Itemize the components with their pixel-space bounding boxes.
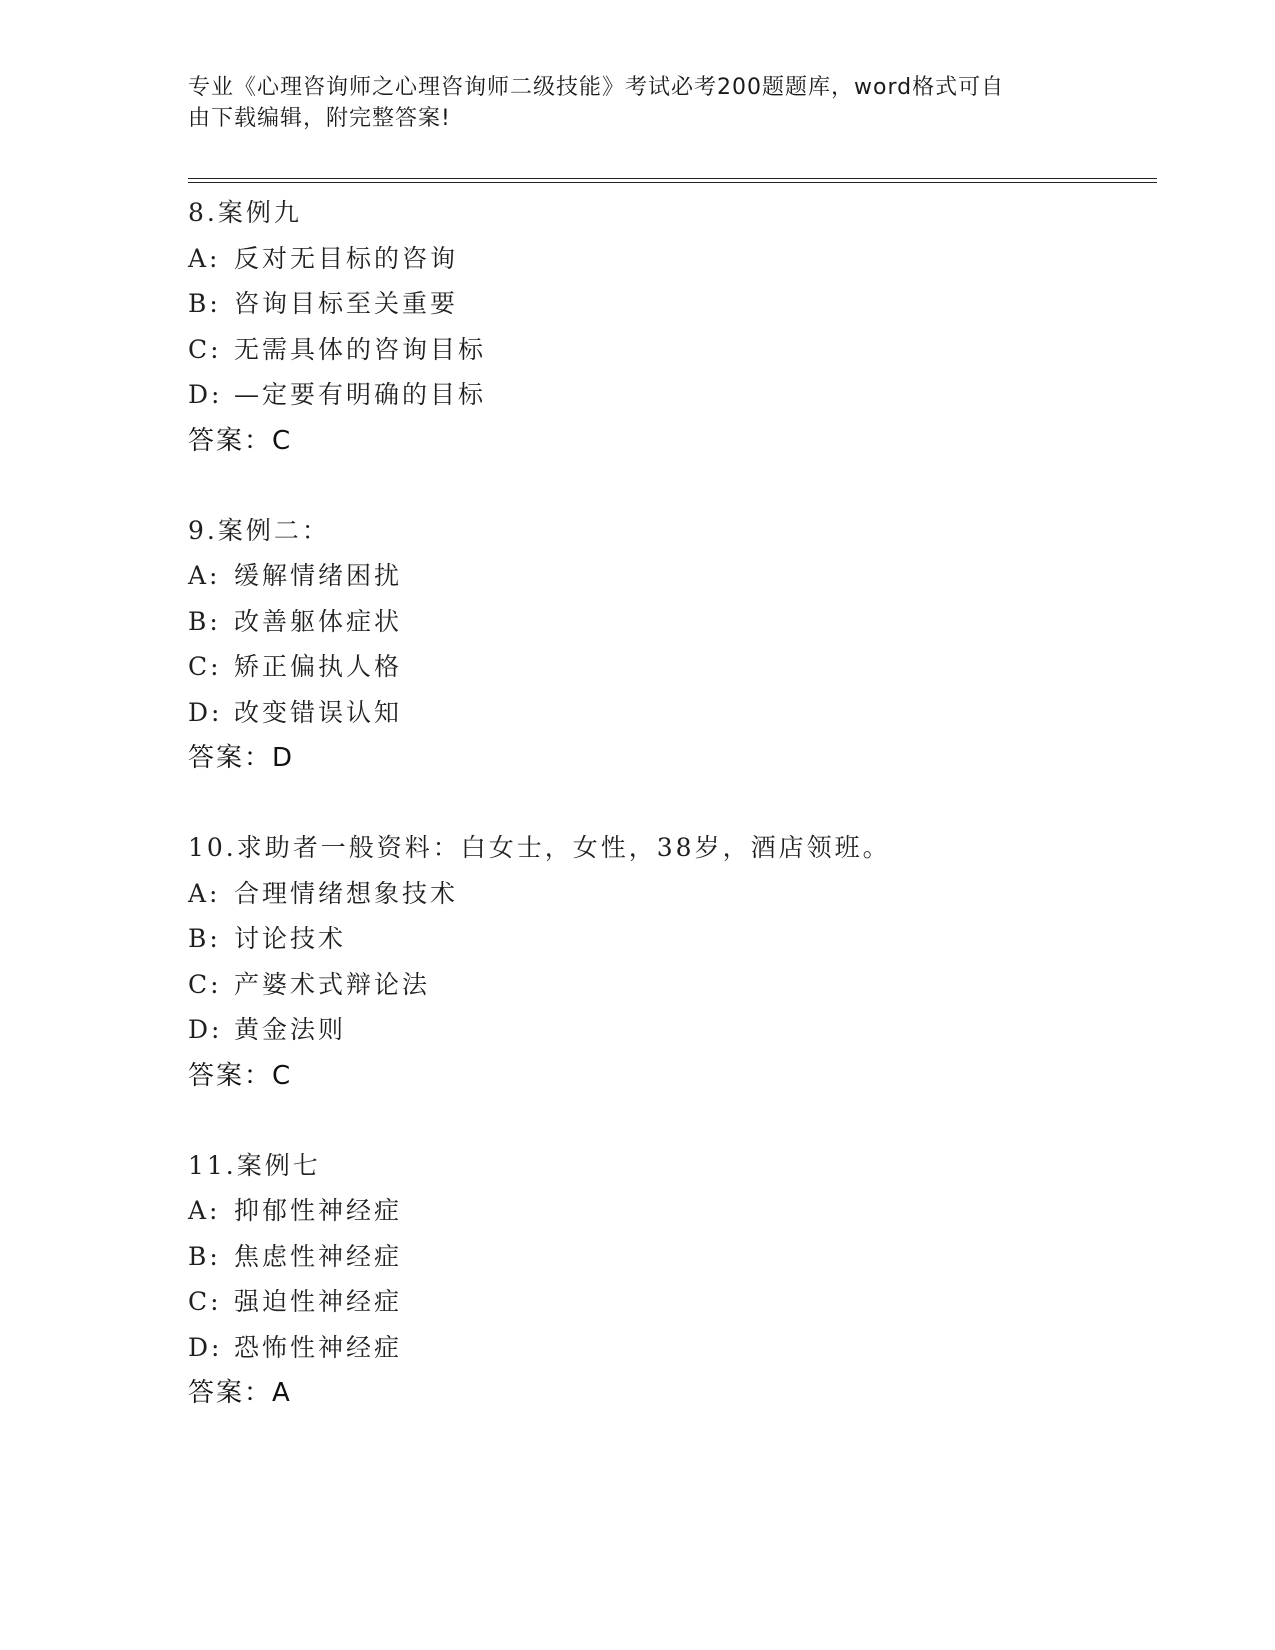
- option-b: [188, 1234, 1148, 1280]
- question-8: [188, 190, 1148, 464]
- option-key: A:: [188, 878, 221, 908]
- option-text: 改善躯体症状: [234, 606, 403, 636]
- option-text: 反对无目标的咨询: [234, 243, 459, 273]
- option-key: D:: [188, 1015, 223, 1044]
- option-key: D:: [188, 697, 223, 727]
- option-key: B:: [188, 1241, 221, 1271]
- option-d: [188, 1007, 1148, 1053]
- option-text: 合理情绪想象技术: [234, 878, 459, 908]
- option-text: 恐怖性神经症: [234, 1332, 403, 1362]
- option-text: —定要有明确的目标: [234, 380, 487, 409]
- question-stem: 8.案例九: [188, 198, 302, 227]
- option-text: 黄金法则: [234, 1015, 347, 1044]
- option-key: C:: [188, 334, 222, 364]
- document-header: [188, 72, 1078, 134]
- question-list: [188, 190, 1148, 1460]
- option-c: [188, 962, 1148, 1008]
- option-c: [188, 327, 1148, 373]
- question-stem: 10.求助者一般资料：白女士，女性，38岁，酒店领班。: [188, 833, 891, 862]
- option-b: [188, 281, 1148, 327]
- option-c: [188, 644, 1148, 690]
- option-text: 改变错误认知: [234, 697, 403, 727]
- option-text: 矫正偏执人格: [234, 652, 403, 681]
- header-line-1: 专业《心理咨询师之心理咨询师二级技能》考试必考200题题库，word格式可自: [188, 75, 1005, 100]
- option-key: A:: [188, 561, 221, 590]
- option-text: 强迫性神经症: [234, 1287, 403, 1316]
- option-b: [188, 599, 1148, 645]
- option-text: 焦虑性神经症: [234, 1241, 403, 1271]
- header-divider: [188, 178, 1157, 183]
- option-text: 咨询目标至关重要: [234, 289, 459, 318]
- option-c: [188, 1279, 1148, 1325]
- question-9: [188, 508, 1148, 782]
- option-key: A:: [188, 1196, 221, 1225]
- option-b: [188, 916, 1148, 962]
- option-key: C:: [188, 1287, 222, 1316]
- option-key: C:: [188, 969, 222, 999]
- option-d: [188, 690, 1148, 736]
- option-text: 产婆术式辩论法: [234, 969, 431, 999]
- option-d: [188, 372, 1148, 418]
- answer-line: 答案：C: [188, 1060, 293, 1091]
- option-key: B:: [188, 289, 221, 318]
- option-a: [188, 871, 1148, 917]
- option-a: [188, 553, 1148, 599]
- header-line-2: 由下载编辑，附完整答案!: [188, 106, 451, 131]
- answer-line: 答案：A: [188, 1378, 292, 1408]
- answer-line: 答案：C: [188, 425, 293, 456]
- option-text: 无需具体的咨询目标: [234, 334, 487, 364]
- option-key: C:: [188, 652, 222, 681]
- option-key: D:: [188, 1332, 223, 1362]
- question-10: [188, 825, 1148, 1099]
- option-d: [188, 1325, 1148, 1371]
- question-stem: 11.案例七: [188, 1150, 321, 1180]
- option-text: 抑郁性神经症: [234, 1196, 403, 1225]
- question-11: [188, 1143, 1148, 1417]
- option-text: 缓解情绪困扰: [234, 561, 403, 590]
- option-a: [188, 236, 1148, 282]
- option-key: B:: [188, 924, 221, 953]
- option-text: 讨论技术: [234, 924, 347, 953]
- option-key: A:: [188, 243, 221, 273]
- answer-line: 答案：D: [188, 743, 295, 773]
- option-key: B:: [188, 606, 221, 636]
- question-stem: 9.案例二：: [188, 515, 330, 545]
- option-a: [188, 1188, 1148, 1234]
- option-key: D:: [188, 380, 223, 409]
